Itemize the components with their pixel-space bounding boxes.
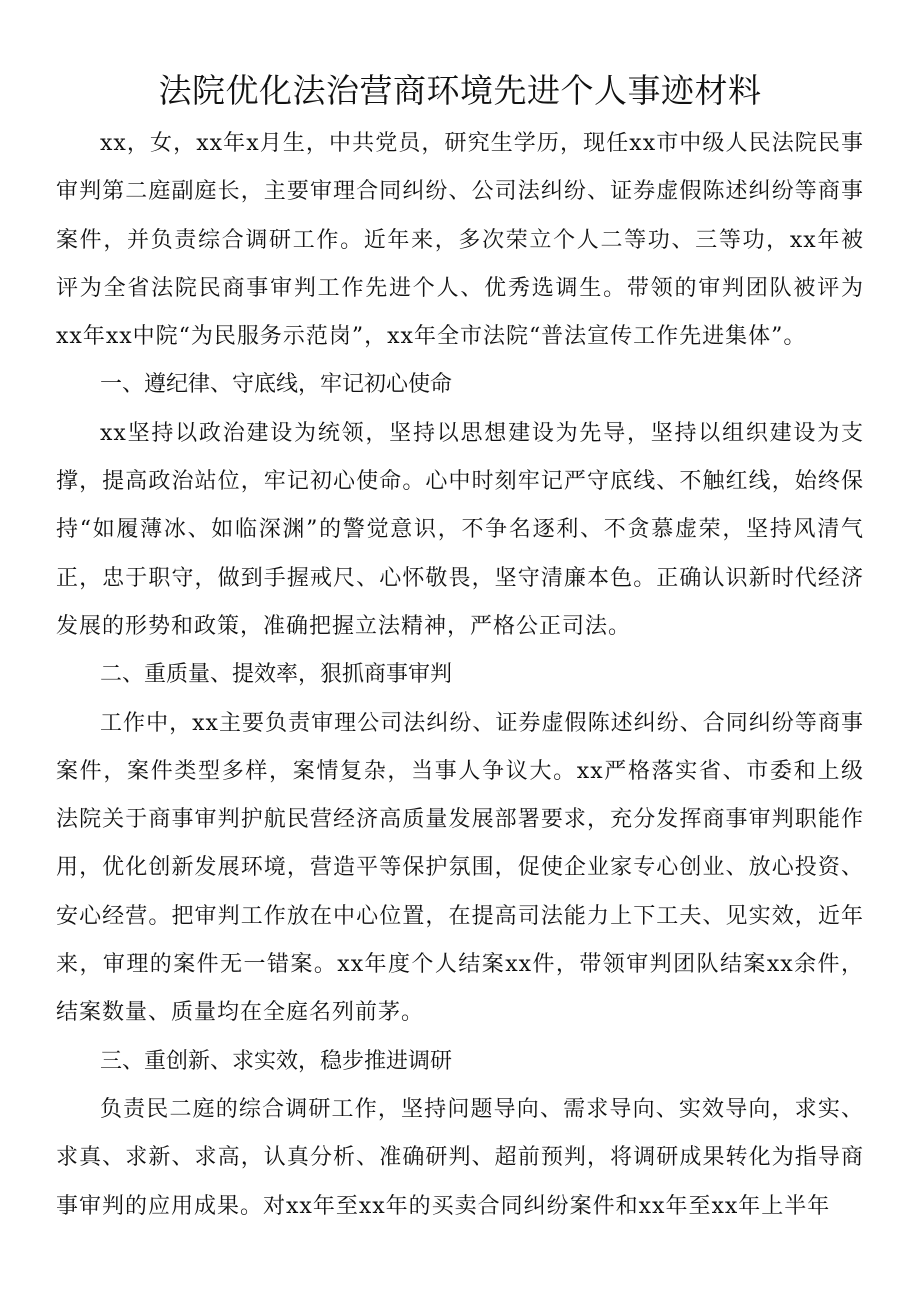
- section-1-heading: 一、遵纪律、守底线，牢记初心使命: [100, 372, 453, 398]
- section-2-heading: 二、重质量、提效率，狠抓商事审判: [100, 662, 453, 688]
- section-2-paragraph: 工作中，xx主要负责审理公司法纠纷、证券虚假陈述纠纷、合同纠纷等商事案件，案件类型多样，案情复杂，当事人争议大。xx严格落实省、市委和上级法院关于商事审判护航民营经济高质量发展部署要求，充分发挥商事审判职能作用，优化创新发展环境，营造平等保护氛围，促使企业家专心创业、放心投资、安心经营。把审判工作放在中心位置，在提高司法能力上下工夫、见实效，近年来，审理的案件无一错案。xx年度个人结案xx件，带领审判团队结案xx余件，结案数量、质量均在全庭名列前茅。: [56, 710, 864, 1026]
- document-page: [56, 62, 864, 1231]
- document-title: 法院优化法治营商环境先进个人事迹材料: [158, 71, 762, 110]
- section-3-paragraph: 负责民二庭的综合调研工作，坚持问题导向、需求导向、实效导向，求实、求真、求新、求高，认真分析、准确研判、超前预判，将调研成果转化为指导商事审判的应用成果。对xx年至xx年的买卖合同纠纷案件和xx年至xx年上半年: [56, 1096, 864, 1219]
- section-3-heading: 三、重创新、求实效，稳步推进调研: [100, 1048, 453, 1074]
- section-1-paragraph: xx坚持以政治建设为统领，坚持以思想建设为先导，坚持以组织建设为支撑，提高政治站位，牢记初心使命。心中时刻牢记严守底线、不触红线，始终保持“如履薄冰、如临深渊”的警觉意识，不争名逐利、不贪慕虚荣，坚持风清气正，忠于职守，做到手握戒尺、心怀敬畏，坚守清廉本色。正确认识新时代经济发展的形势和政策，准确把握立法精神，严格公正司法。: [56, 420, 864, 639]
- intro-paragraph: xx，女，xx年x月生，中共党员，研究生学历，现任xx市中级人民法院民事审判第二庭副庭长，主要审理合同纠纷、公司法纠纷、证券虚假陈述纠纷等商事案件，并负责综合调研工作。近年来，多次荣立个人二等功、三等功，xx年被评为全省法院民商事审判工作先进个人、优秀选调生。带领的审判团队被评为xx年xx中院“为民服务示范岗”，xx年全市法院“普法宣传工作先进集体”。: [56, 131, 864, 350]
